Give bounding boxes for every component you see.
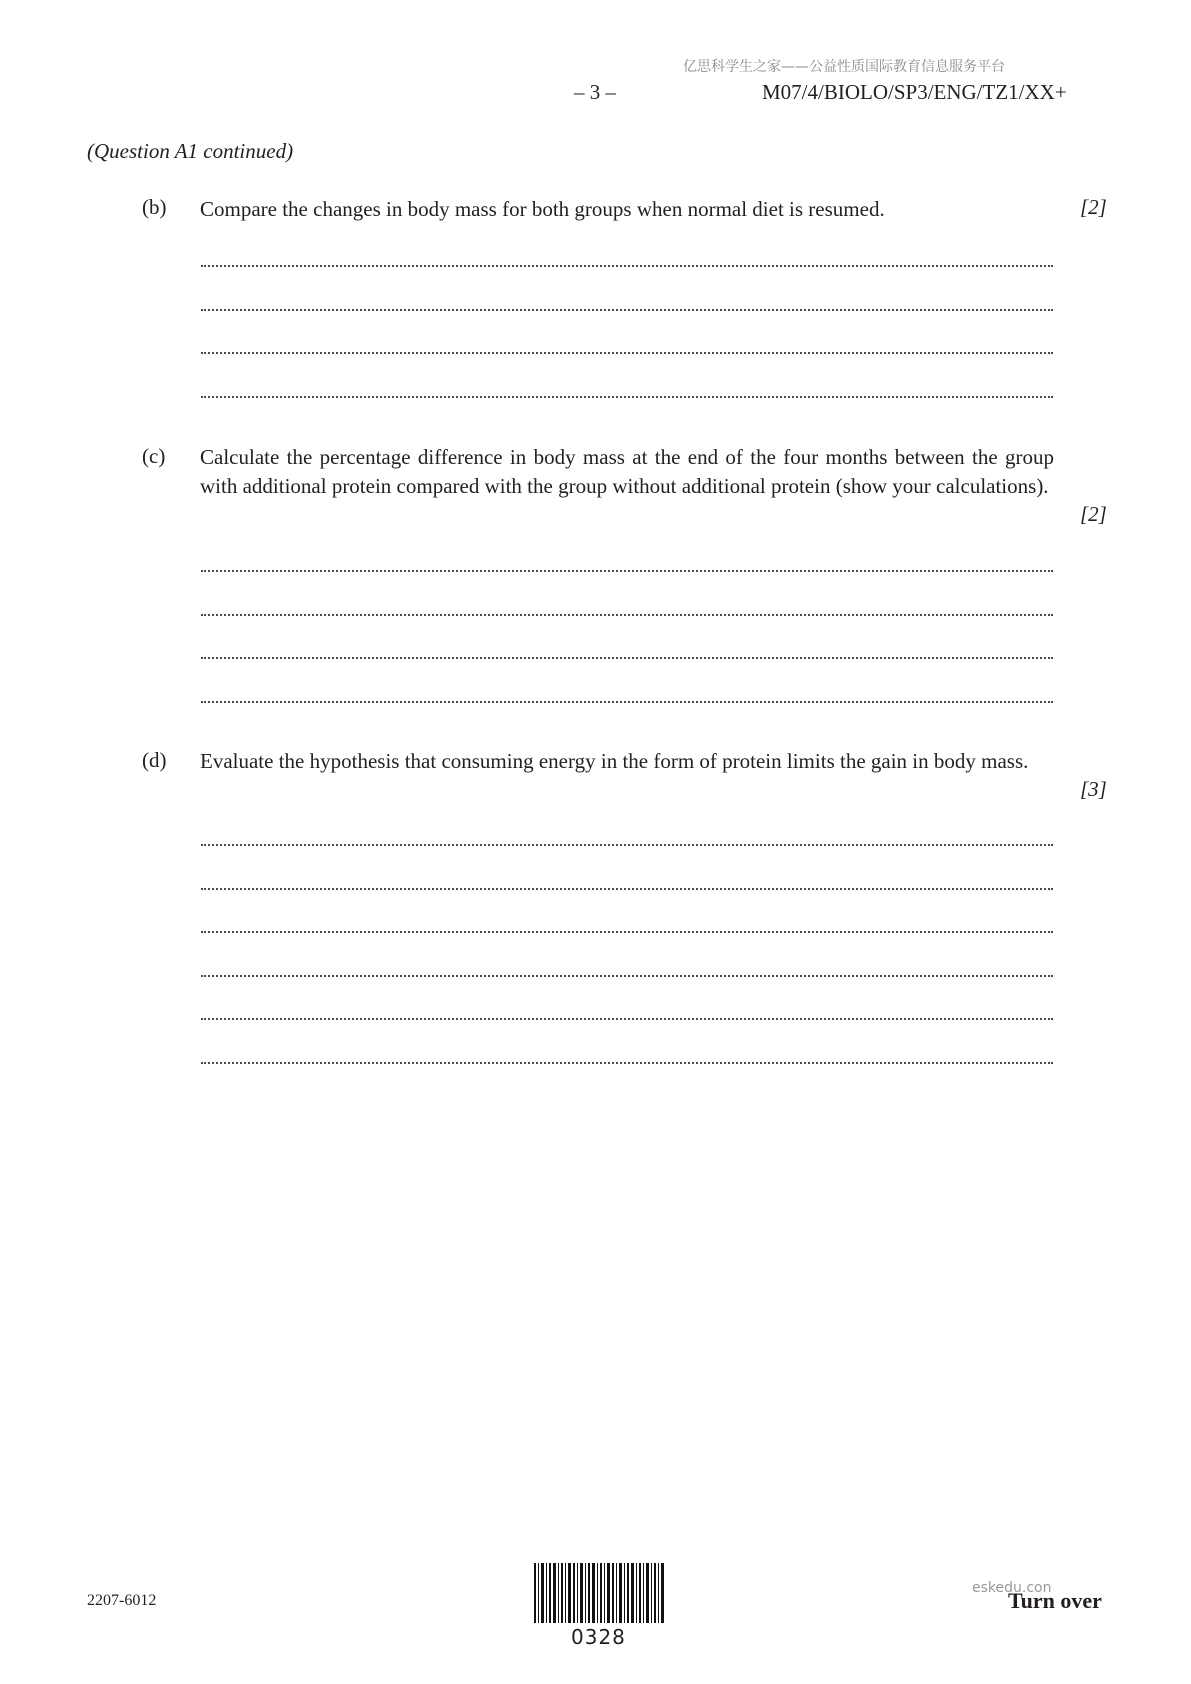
answer-line[interactable] (201, 888, 1053, 890)
answer-line[interactable] (201, 396, 1053, 398)
answer-line[interactable] (201, 614, 1053, 616)
question-d-text: Evaluate the hypothesis that consuming energy in the form of protein limits the gain in body mass. (200, 749, 1029, 773)
barcode-icon (534, 1563, 664, 1623)
exam-id: 2207-6012 (87, 1592, 157, 1609)
question-c-marks: [2] (1080, 502, 1107, 526)
question-b-text: Compare the changes in body mass for both groups when normal diet is resumed. (200, 197, 885, 221)
answer-line[interactable] (201, 931, 1053, 933)
answer-line[interactable] (201, 265, 1053, 267)
answer-line[interactable] (201, 1062, 1053, 1064)
paper-code: M07/4/BIOLO/SP3/ENG/TZ1/XX+ (762, 80, 1067, 104)
question-d-letter: (d) (142, 748, 167, 772)
page-number: – 3 – (574, 80, 616, 104)
question-d-marks: [3] (1080, 777, 1107, 801)
turn-over-label: Turn over (1008, 1588, 1102, 1613)
question-c-text: Calculate the percentage difference in body mass at the end of the four months between the group with additional protein compared with the group without additional protein (show your calculations). (200, 445, 1054, 498)
answer-line[interactable] (201, 975, 1053, 977)
continued-label: (Question A1 continued) (87, 139, 294, 163)
answer-line[interactable] (201, 309, 1053, 311)
answer-line[interactable] (201, 657, 1053, 659)
header-watermark: 亿思科学生之家——公益性质国际教育信息服务平台 (683, 59, 1005, 75)
barcode-number: 0328 (571, 1625, 626, 1649)
footer-watermark: eskedu.con (972, 1580, 1052, 1596)
answer-line[interactable] (201, 701, 1053, 703)
question-c-letter: (c) (142, 444, 166, 468)
question-b-marks: [2] (1080, 195, 1107, 219)
answer-line[interactable] (201, 570, 1053, 572)
answer-line[interactable] (201, 352, 1053, 354)
question-b-letter: (b) (142, 195, 167, 219)
answer-line[interactable] (201, 844, 1053, 846)
answer-line[interactable] (201, 1018, 1053, 1020)
